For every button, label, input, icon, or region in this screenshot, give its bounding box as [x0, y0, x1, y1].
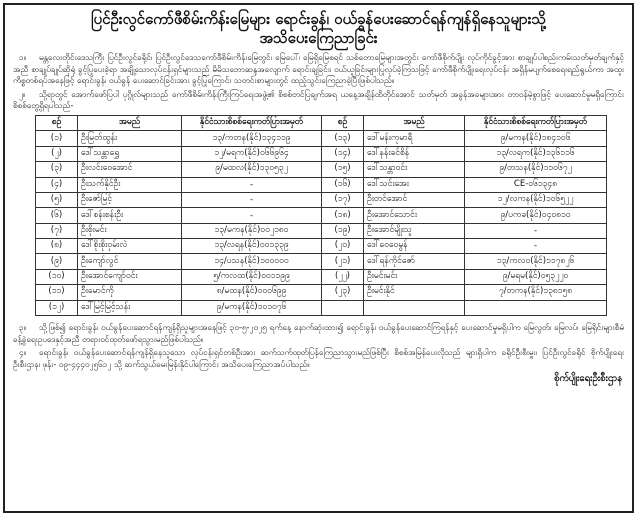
cell-name: ဦးမောင်ကို	[78, 285, 182, 300]
cell-number: (၁)	[36, 131, 78, 146]
cell-number: (၂၁)	[322, 254, 364, 269]
cell-number: (၆)	[36, 208, 78, 223]
paragraph-text: ရောင်းခွန်၊ ဝယ်ခွန်ပေးဆောင်ရန်ကျန်ရှိနေသူသော လုပ်ငန်းရှင်တစ်ဦးအား ဆက်သက်ထုတ်ပြန်ကြေညာသွားမည်ဖြစ်ပြီး စိစစ်အမြန်ပေးလိုသည် များရှိပါက ခရိုင်ဦးစီးမှူး၊ ပြင်ဦးလွင်ခရိုင် စိုက်ပျိုးရေးဦးစီးဌာန၊ ဖုန်း- ၀၉-၄၄၄၀၂၅၆၁၂ သို့ ဆက်သွယ်မေးမြန်းနိုင်ပါကြောင်း အသိပေးကြေညာအပ်ပါသည်။	[13, 347, 624, 369]
header-no: စဉ်	[36, 115, 78, 130]
cell-nrc: -	[465, 239, 607, 254]
cell-nrc: ၁၃/လရန(နိုင်)၀၀၁၃၃၉	[182, 239, 322, 254]
announcement-title: ပြင်ဦးလွင်ကော်ဖီစိမ်းကိန်းမြေများ ရောင်းခွန်၊ ဝယ်ခွန်ပေးဆောင်ရန်ကျန်ရှိနေသူများသို့	[91, 10, 546, 28]
table-row	[36, 146, 607, 161]
paragraph-4	[13, 347, 624, 370]
cell-nrc: ၉/မကန(နိုင်)၁၀၁၀၇၆	[182, 300, 322, 315]
cell-nrc: ၁၃/ကတန(နိုင်)၁၃၄၁၁၉	[182, 131, 322, 146]
table-row	[36, 208, 607, 223]
cell-nrc: ၇/တကန(နိုင်)၁၃၈၁၅၈	[465, 285, 607, 300]
table-header-row	[36, 115, 607, 130]
cell-number: (၁၄)	[322, 146, 364, 161]
cell-number: (၁၉)	[322, 223, 364, 238]
table-row	[36, 162, 607, 177]
cell-nrc: ၁၂/လကန(နိုင်)၁၀၆၅၂၂	[465, 192, 607, 207]
paragraph-text: မန္တလေးတိုင်းဒေသကြီး ပြင်ဦးလွင်ခရိုင်၊ ပြင်ဦးလွင်ဒေသကော်ဖီစိမ်းကိန်းမြေတွင်၊ မြေပေါ်၊ မြေရှိမြေစရင် သစ်တောမြေများအတွင်း ကော်ဖီစိုက်ပျိုး လုပ်ကိုင်ခွင့်အား စာချုပ်ပါစည်းကမ်းသတ်မှတ်ချက်နှင့်အညီ စာချုပ်ချုပ်ဆိုရုံ ခွင့်ပြုပေးခဲ့ရာ အချို့သောလုပ်ငန်းရှင်များသည် မိမိသဘောဆန္ဒအလျောက် ရောင်းချခြင်း၊ ဝယ်ယူခြင်းများပြုလုပ်ခဲ့ကြသဖြင့် ကော်ဖီစိုက်ပျိုးရေးလုပ်ငန်း အရှိန်မပျက်စေရေးရည်ရွယ်ကာ အထူးကိစ္စတစ်ရပ်အနေဖြင့် ရောင်းခွန်၊ ဝယ်ခွန် ပေးဆောင်ခြင်းအား ခွင့်ပြုကြောင်း သတင်းစာများတွင် ထည့်သွင်းကြေညာခဲ့ပြီးဖြစ်ပါသည်။	[13, 52, 624, 86]
cell-name: ဒေါ်သန္တာရွှေ	[78, 146, 182, 161]
table-row	[36, 300, 607, 315]
cell-nrc: ၉/ပကခ(နိုင်)၀၄၀၈၁၀	[465, 208, 607, 223]
cell-number: (၂၂)	[322, 269, 364, 284]
cell-name: ဦးသက်နိုင်ဦး	[78, 177, 182, 192]
cell-name: ဦးအောင်ကျော်ဝင်း	[78, 269, 182, 284]
table-row	[36, 285, 607, 300]
cell-number	[322, 300, 364, 315]
cell-number: (၁၂)	[36, 300, 78, 315]
cell-nrc: ၁၂/မရက(နိုင်)၀၆၆၉၆၄	[182, 146, 322, 161]
paragraph-2	[13, 89, 624, 112]
cell-name: ဒေါ်စန်းစန်းဦး	[78, 208, 182, 223]
cell-nrc: -	[182, 208, 322, 223]
table-row	[36, 131, 607, 146]
table-row	[36, 177, 607, 192]
cell-name: ဒေါ်ဝေဝေမွန်	[364, 239, 465, 254]
announcement-frame	[3, 3, 634, 513]
cell-name: ဦးစိုးမင်း	[78, 223, 182, 238]
cell-number: (၂၃)	[322, 285, 364, 300]
cell-nrc: ၁၃/မကန(နိုင်)၀၀၂၁၈၀	[182, 223, 322, 238]
cell-number: (၁၈)	[322, 208, 364, 223]
cell-name: ဦးမြတ်ထွန်း	[78, 131, 182, 146]
cell-number: (၁၇)	[322, 192, 364, 207]
cell-nrc: ၁၄/ပသန(နိုင်)၁၀၀၀၀၀	[182, 254, 322, 269]
table-row	[36, 223, 607, 238]
defaulters-table	[35, 115, 607, 316]
cell-nrc: -	[465, 223, 607, 238]
cell-name: ဦးလင်းဝေအောင်	[78, 162, 182, 177]
paragraph-number: ၂။	[19, 88, 26, 99]
table-row	[36, 254, 607, 269]
cell-name: ဒေါ်စိုးစိုးဝှမ်းလဲ	[78, 239, 182, 254]
cell-number: (၅)	[36, 192, 78, 207]
cell-name	[364, 300, 465, 315]
cell-name: ဒေါ်သန္တာဝင်း	[364, 162, 465, 177]
header-name: အမည်	[78, 115, 182, 130]
paragraph-3	[13, 322, 624, 345]
header-nrc: နိုင်ငံသားစိစစ်ရေးကတ်ပြားအမှတ်	[465, 115, 607, 130]
cell-name: ဒေါ်နန်းခင်စိန်	[364, 146, 465, 161]
cell-name: ဒေါ်မန်းကုမာရီ	[364, 131, 465, 146]
header-no: စဉ်	[322, 115, 364, 130]
cell-nrc: ၁၃/လရက(နိုင်)၁၃၆၁၁၆	[465, 146, 607, 161]
cell-name: ဦးမင်းမင်း	[364, 269, 465, 284]
cell-name: ဒေါ်သင်းအေး	[364, 177, 465, 192]
cell-number: (၉)	[36, 254, 78, 269]
cell-number: (၈)	[36, 239, 78, 254]
cell-name: ဦးအောင်သောင်း	[364, 208, 465, 223]
paragraph-text: သို့ရာတွင် အောက်ဖော်ပြပါ ပုဂ္ဂိုလ်များသည် ကော်ဖီစိမ်းကိန်းကြီးကြပ်ရေးအဖွဲ့၏ စိစစ်တင်ပြချက်အရ ယနေ့အချိန်ထိတိုင်အောင် သတ်မှတ် အခွန်အခများအား တာဝန်မဲ့စွာဖြင့် ပေးဆောင်မှုမရှိကြောင်း စိစစ်တွေ့ရှိရပါသည်-	[13, 88, 624, 111]
cell-name: ဦးဇော်မြင့်	[78, 192, 182, 207]
cell-name: ဒေါ်မြင့်မြင့်သန်း	[78, 300, 182, 315]
paragraph-text: သို့ဖြစ်၍ ရောင်းခွန်၊ ဝယ်ခွန်ပေးဆောင်ရန်ကျန်ရှိသူများအနေဖြင့် ၃၀-၅-၂၀၂၅ ရက်နေ့ နောက်ဆုံးထား၍ ရောင်းခွန်၊ ဝယ်ခွန်ပေးဆောင်ကြရန်နှင့် ပေးဆောင်မှုမရှိပါက မြေလွတ်၊ မြေလပ်၊ မြေရိုင်းများစီမံခန့်ခွဲရေးဥပဒေနှင့်အညီ တရားဝင်ထုတ်ဖော်ရသွားမည်ဖြစ်ပါသည်။	[13, 322, 624, 344]
paragraph-number: ၄။	[19, 347, 27, 358]
table-row	[36, 239, 607, 254]
cell-number: (၁၃)	[322, 131, 364, 146]
paragraph-1	[13, 52, 624, 87]
cell-name: ဦးမင်းနိုင်	[364, 285, 465, 300]
paragraph-number: ၁။	[19, 52, 27, 62]
header-name: အမည်	[364, 115, 465, 130]
cell-nrc	[465, 300, 607, 315]
cell-number: (၁၁)	[36, 285, 78, 300]
cell-number: (၁၆)	[322, 177, 364, 192]
cell-nrc: ၉/မရမ(နိုင်)၀၅၃၂၂၀	[465, 269, 607, 284]
cell-nrc: ၉/မထလ(နိုင်)၁၃၀၅၃၂	[182, 162, 322, 177]
table-row	[36, 269, 607, 284]
cell-nrc: ၉/မကန(နိုင်)၁၈၄၁၀၆	[465, 131, 607, 146]
cell-nrc: -	[182, 192, 322, 207]
header-nrc: နိုင်ငံသားစိစစ်ရေးကတ်ပြားအမှတ်	[182, 115, 322, 130]
cell-name: ဦးအောင်မျိုးသူ	[364, 223, 465, 238]
cell-number: (၁၀)	[36, 269, 78, 284]
announcement-subtitle: အသိပေးကြေညာခြင်း	[259, 29, 378, 47]
paragraph-number: ၃။	[19, 322, 27, 333]
cell-number: (၂၀)	[322, 239, 364, 254]
cell-name: ဦးတင်အောင်	[364, 192, 465, 207]
cell-number: (၁၅)	[322, 162, 364, 177]
cell-number: (၃)	[36, 162, 78, 177]
cell-nrc: ၅/ကလထ(နိုင်)၀၀၁၁၉၉	[182, 269, 322, 284]
cell-number: (၂)	[36, 146, 78, 161]
cell-nrc: ၈/မထန(နိုင်)၀၀၀၆၉၉	[182, 285, 322, 300]
cell-number: (၄)	[36, 177, 78, 192]
cell-nrc: ၉/တသန(နိုင်)၁၁၀၆၇၂	[465, 162, 607, 177]
cell-nrc: -	[182, 177, 322, 192]
issuing-department: စိုက်ပျိုးရေးဦးစီးဌာန	[554, 373, 622, 385]
cell-nrc: CE-၀၆၁၃၄၈	[465, 177, 607, 192]
cell-name: ဒေါ်ရန်ကိုင်ဇော်	[364, 254, 465, 269]
cell-number: (၇)	[36, 223, 78, 238]
cell-name: ဦးကျော်လွင်	[78, 254, 182, 269]
cell-nrc: ၁၃/ကလဝ(နိုင်)၁၁၇၈၂၆	[465, 254, 607, 269]
table-row	[36, 192, 607, 207]
